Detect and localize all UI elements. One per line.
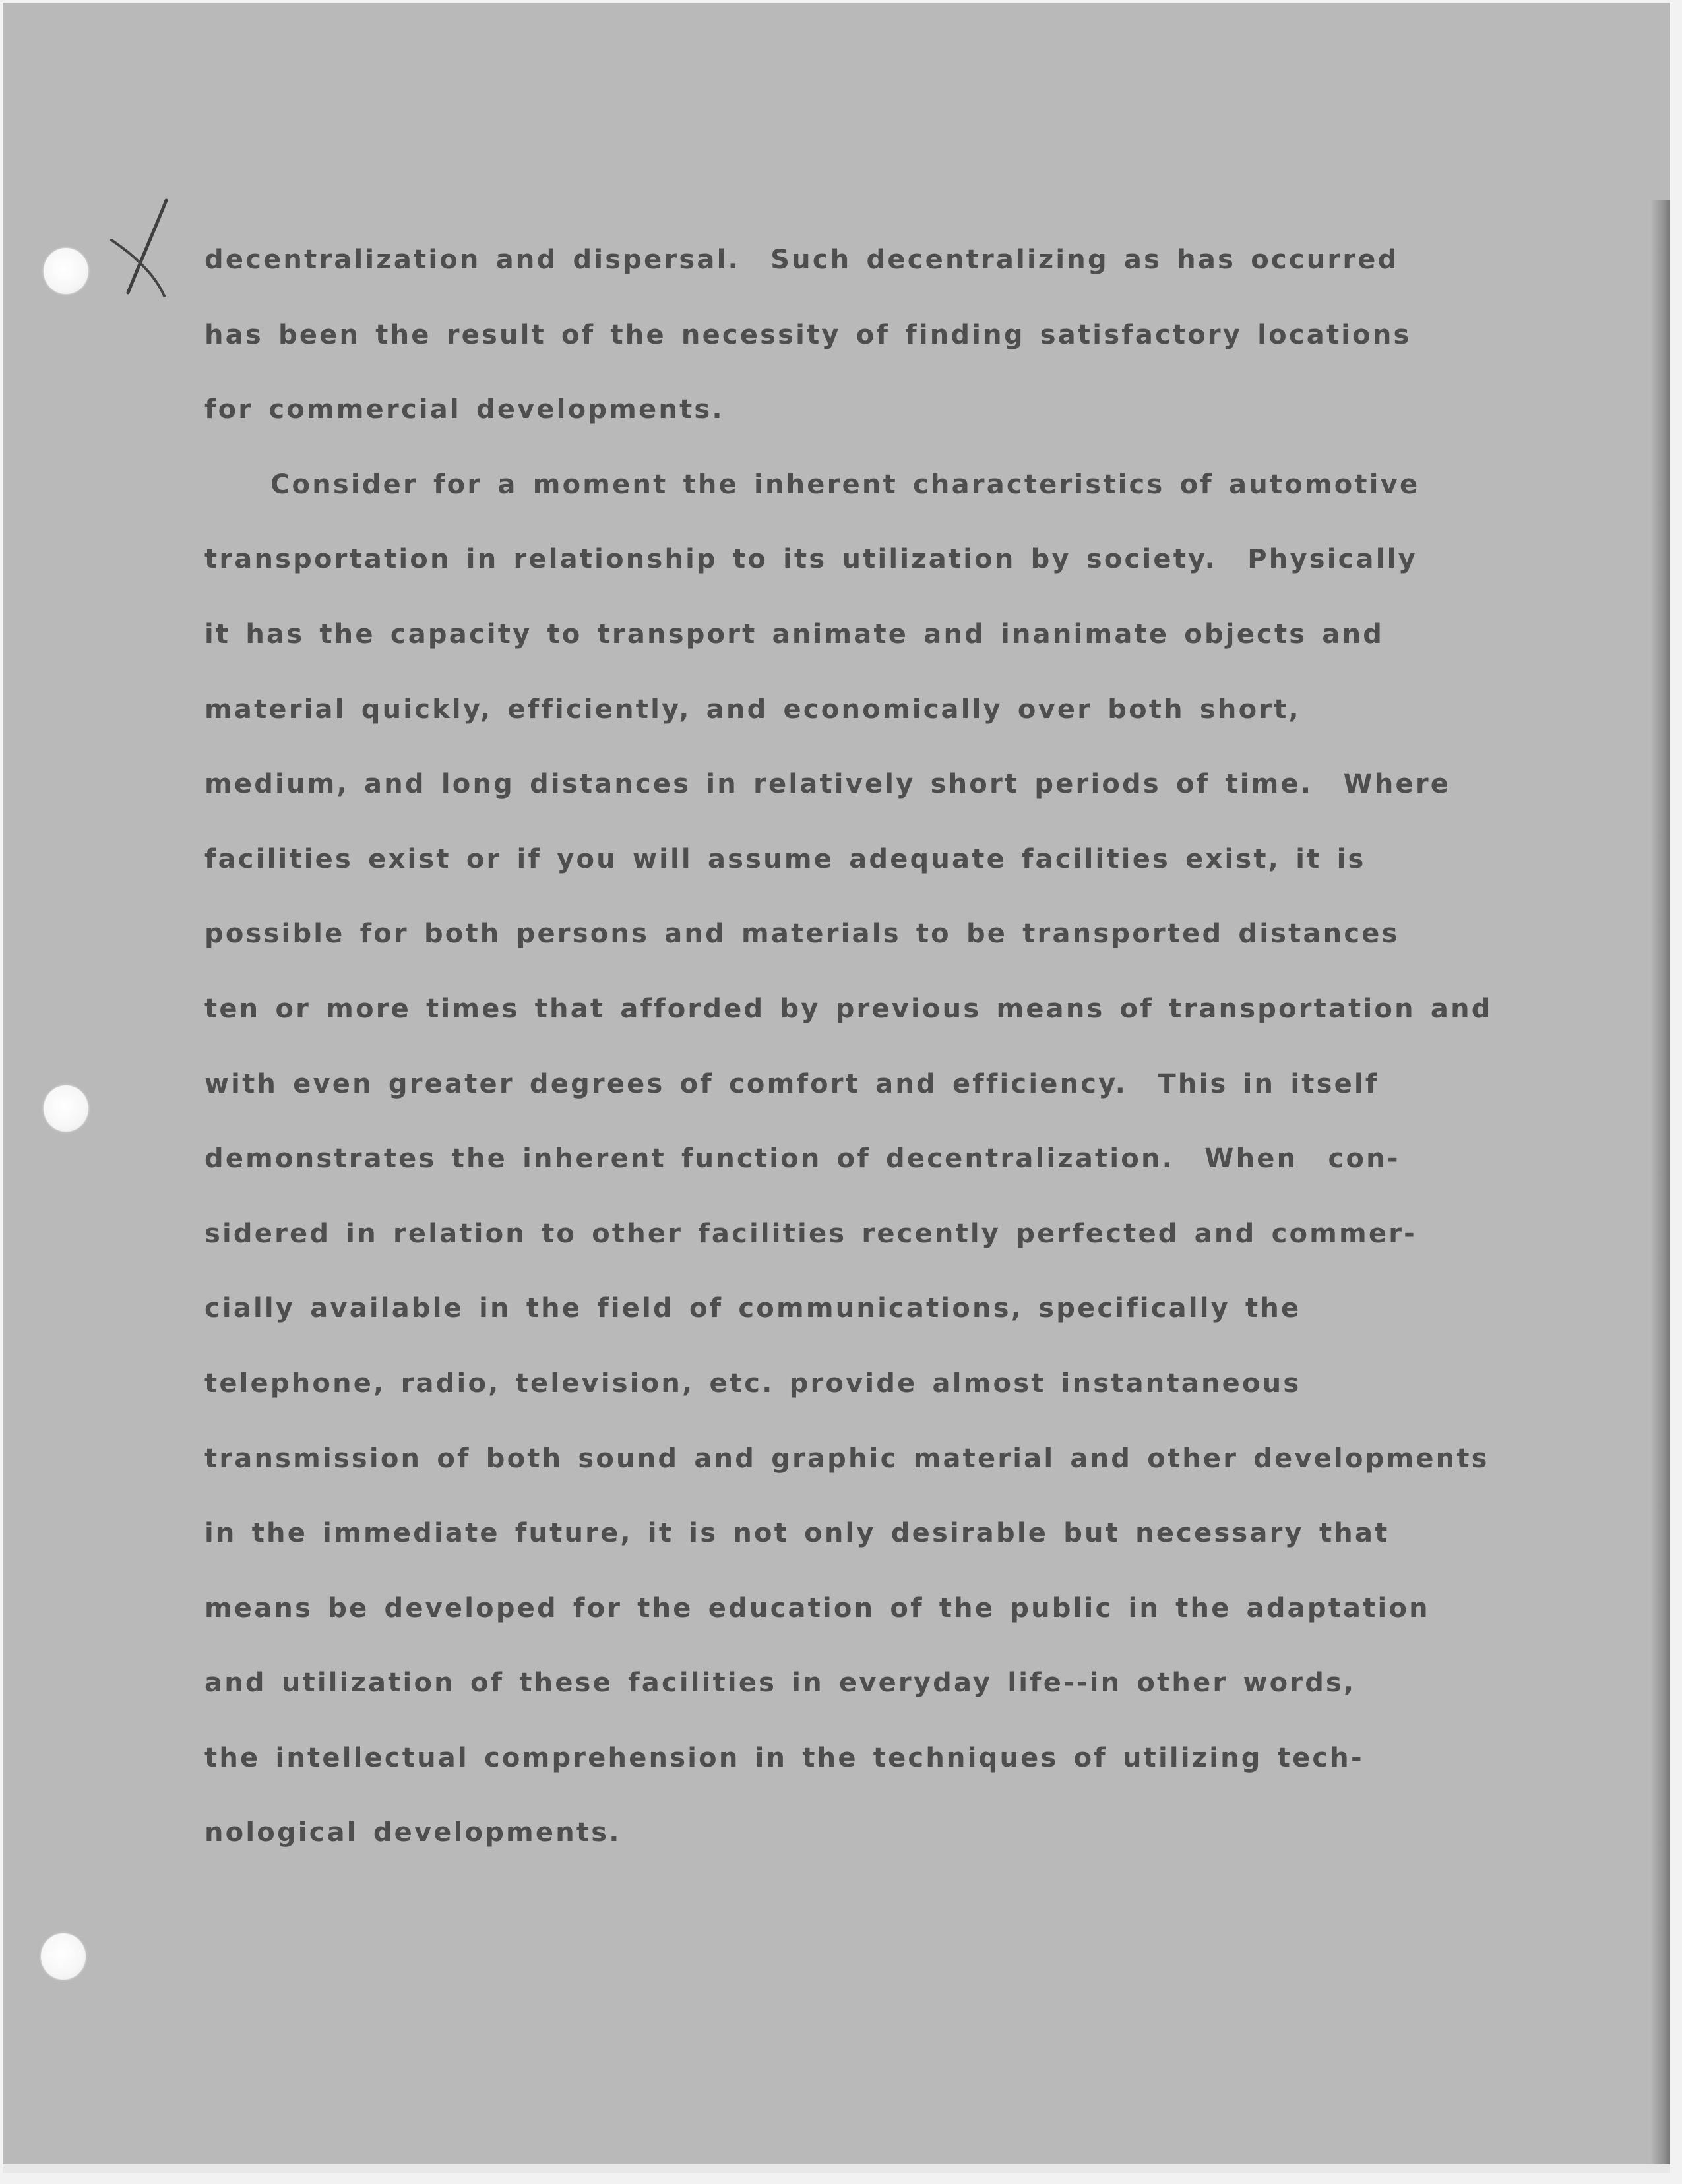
binder-hole-icon bbox=[41, 1933, 86, 1980]
text-line: cially available in the field of communications, specifically the bbox=[204, 1293, 1301, 1324]
text-line: in the immediate future, it is not only desirable but necessary that bbox=[204, 1518, 1390, 1549]
page-edge-shadow bbox=[1650, 200, 1670, 2173]
text-line: it has the capacity to transport animate and inanimate objects and bbox=[204, 619, 1385, 650]
body-text bbox=[204, 237, 1616, 1885]
scanned-page bbox=[3, 3, 1670, 2173]
binder-hole-icon bbox=[44, 1085, 88, 1132]
text-line: and utilization of these facilities in everyday life--in other words, bbox=[204, 1668, 1356, 1699]
text-line: facilities exist or if you will assume adequate facilities exist, it is bbox=[204, 843, 1366, 874]
text-line: medium, and long distances in relatively short periods of time. Where bbox=[204, 769, 1451, 800]
text-line: transportation in relationship to its utilization by society. Physically bbox=[204, 544, 1417, 575]
text-line: the intellectual comprehension in the techniques of utilizing tech- bbox=[204, 1742, 1364, 1773]
text-line: means be developed for the education of the public in the adaptation bbox=[204, 1592, 1430, 1623]
page-bottom-edge bbox=[3, 2164, 1670, 2173]
text-line: has been the result of the necessity of finding satisfactory locations bbox=[204, 319, 1412, 350]
text-line: sidered in relation to other facilities recently perfected and commer- bbox=[204, 1218, 1417, 1249]
text-line: decentralization and dispersal. Such decentralizing as has occurred bbox=[204, 245, 1399, 275]
text-line: with even greater degrees of comfort and efficiency. This in itself bbox=[204, 1068, 1379, 1099]
text-line: demonstrates the inherent function of decentralization. When con- bbox=[204, 1143, 1400, 1174]
text-line: Consider for a moment the inherent characteristics of automotive bbox=[270, 469, 1420, 500]
handwritten-x-mark-icon bbox=[102, 194, 181, 299]
binder-hole-icon bbox=[44, 248, 88, 294]
text-line: transmission of both sound and graphic material and other developments bbox=[204, 1443, 1489, 1474]
text-line: ten or more times that afforded by previous means of transportation and bbox=[204, 993, 1493, 1024]
paragraph-2 bbox=[204, 462, 1616, 1885]
text-line: telephone, radio, television, etc. provide almost instantaneous bbox=[204, 1368, 1301, 1399]
text-line: for commercial developments. bbox=[204, 394, 724, 425]
text-line: material quickly, efficiently, and economically over both short, bbox=[204, 694, 1301, 725]
text-line: possible for both persons and materials to be transported distances bbox=[204, 919, 1400, 950]
paragraph-1 bbox=[204, 237, 1616, 462]
text-line: nological developments. bbox=[204, 1817, 621, 1848]
